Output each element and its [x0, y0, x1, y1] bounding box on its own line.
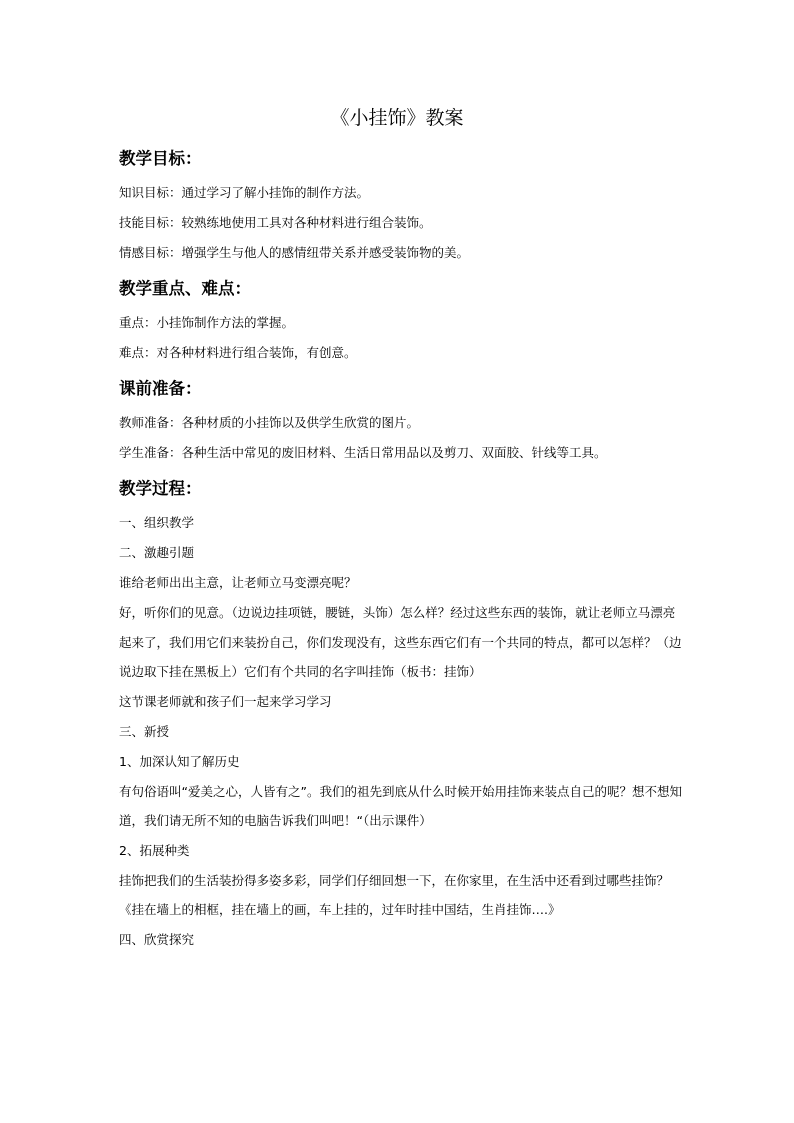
- section-heading-goals: 教学目标：: [119, 149, 202, 168]
- student-preparation: 学生准备：各种生活中常见的废旧材料、生活日常用品以及剪刀、双面胶、针线等工具。: [119, 445, 607, 460]
- process-substep-1: 1、加深认知了解历史: [119, 753, 240, 769]
- goal-skill: 技能目标：较熟练地使用工具对各种材料进行组合装饰。: [119, 215, 432, 230]
- section-heading-key-points: 教学重点、难点：: [119, 279, 251, 298]
- process-step-2: 二、激趣引题: [119, 545, 195, 560]
- section-heading-process: 教学过程：: [119, 479, 202, 498]
- process-substep-2: 2、拓展种类: [119, 842, 190, 858]
- section-heading-preparation: 课前准备：: [119, 379, 202, 398]
- key-point: 重点：小挂饰制作方法的掌握。: [119, 315, 295, 330]
- process-paragraph-types: 挂饰把我们的生活装扮得多姿多彩，同学们仔细回想一下，在你家里，在生活中还看到过哪些挂饰？: [119, 872, 670, 888]
- process-step-4: 四、欣赏探究: [119, 932, 195, 947]
- process-paragraph-history: 有句俗语叫“爱美之心，人皆有之”。我们的祖先到底从什么时候开始用挂饰来装点自己的呢？想不想知道，我们请无所不知的电脑告诉我们叫吧！“（出示课件）: [119, 783, 682, 828]
- goal-emotion: 情感目标：增强学生与他人的感情纽带关系并感受装饰物的美。: [119, 245, 470, 260]
- document-body: [119, 146, 684, 955]
- process-paragraph-demo: 好，听你们的见意。（边说边挂项链，腰链，头饰）怎么样？经过这些东西的装饰，就让老师立马漂亮起来了，我们用它们来装扮自己，你们发现没有，这些东西它们有一个共同的特点，都可以怎样？（边 说边取下挂在黑板上）它们有个共同的名字叫挂饰（板书：挂饰）: [119, 605, 682, 679]
- goal-knowledge: 知识目标：通过学习了解小挂饰的制作方法。: [119, 185, 370, 200]
- document-title: 《小挂饰》教案: [330, 107, 464, 129]
- process-step-1: 一、组织教学: [119, 515, 195, 530]
- teacher-preparation: 教师准备：各种材质的小挂饰以及供学生欣赏的图片。: [119, 415, 420, 430]
- process-examples: 《挂在墙上的相框，挂在墙上的画，车上挂的，过年时挂中国结，生肖挂饰….》: [119, 902, 561, 917]
- difficult-point: 难点：对各种材料进行组合装饰，有创意。: [119, 345, 357, 360]
- process-question: 谁给老师出出主意，让老师立马变漂亮呢？: [119, 575, 357, 590]
- process-step-3: 三、新授: [119, 723, 170, 739]
- process-transition: 这节课老师就和孩子们一起来学习学习: [119, 693, 332, 709]
